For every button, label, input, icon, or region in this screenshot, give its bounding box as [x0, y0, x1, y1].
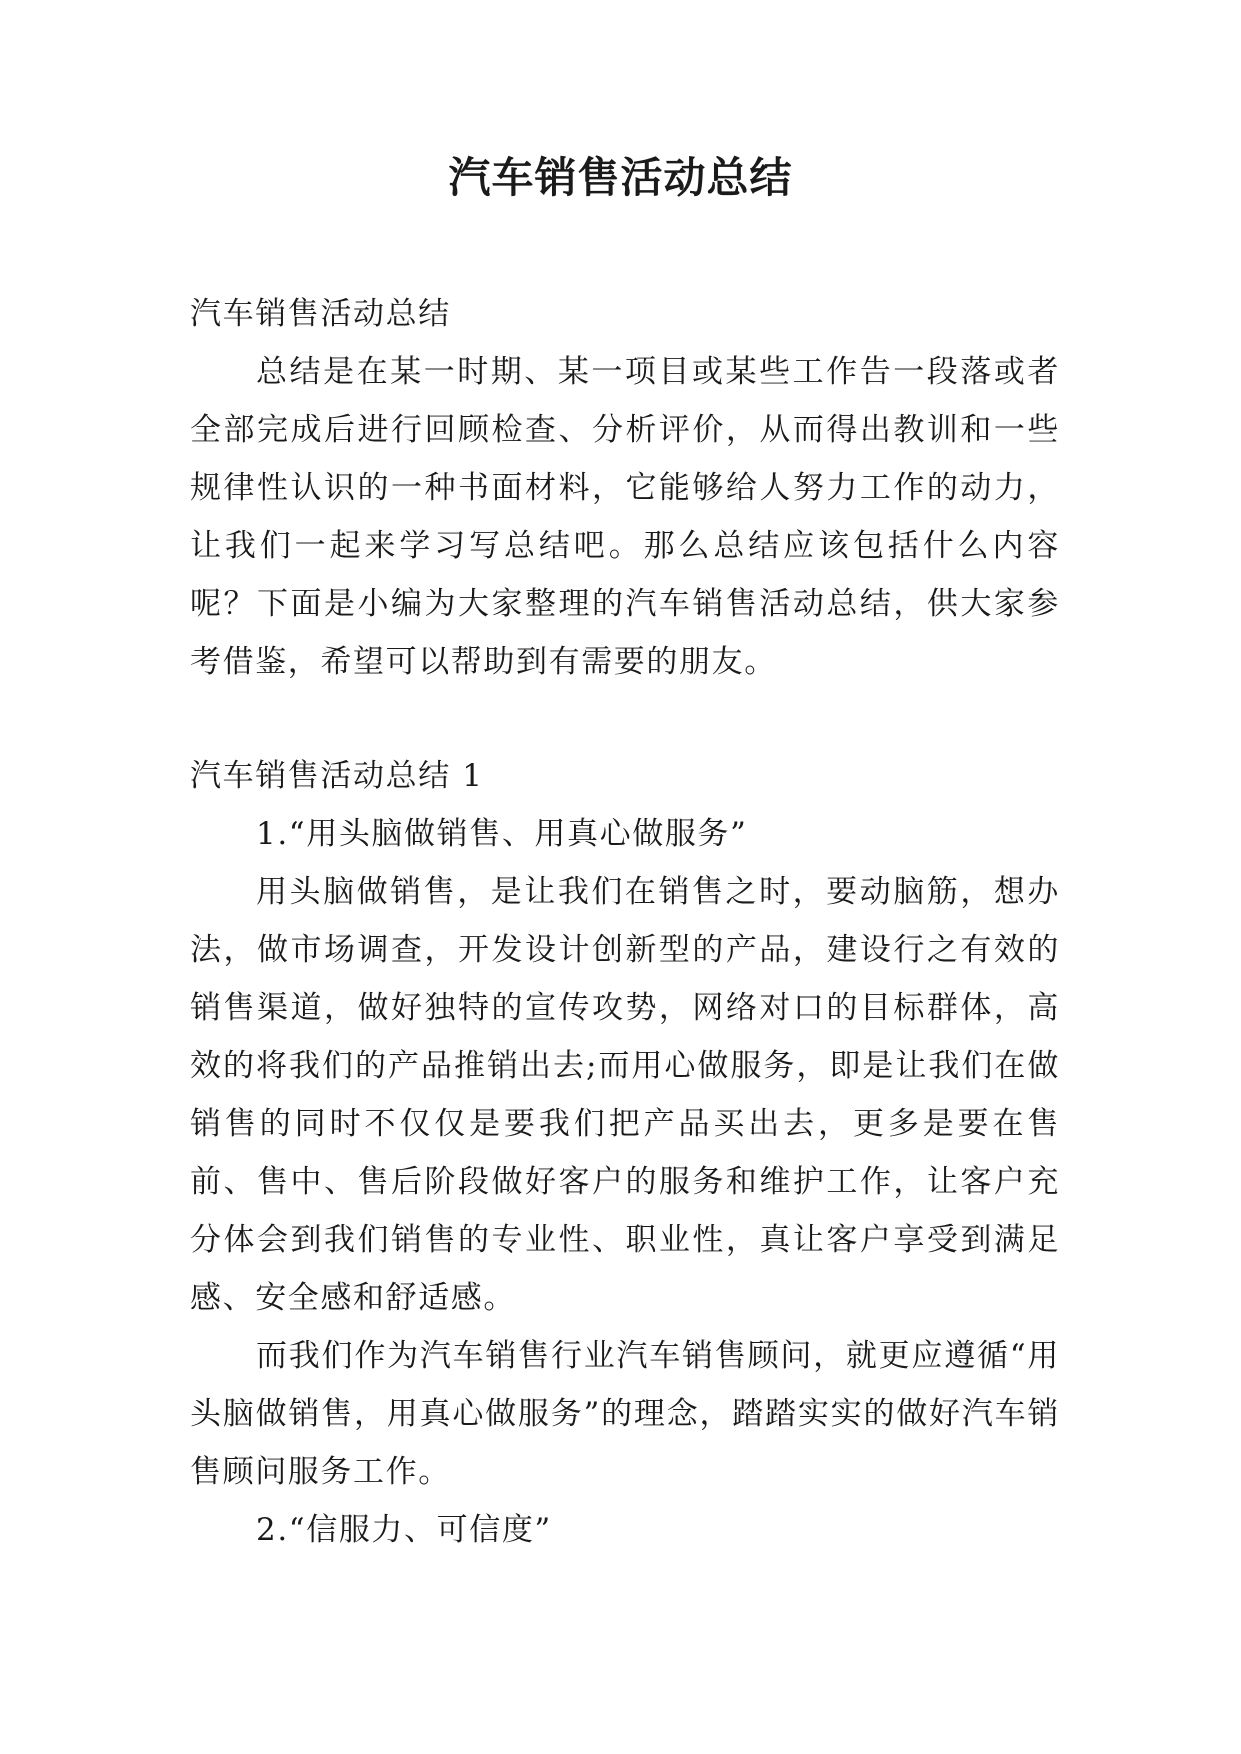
section-heading-1: 汽车销售活动总结 1 [190, 758, 484, 794]
body-paragraph-1: 用头脑做销售，是让我们在销售之时，要动脑筋，想办法，做市场调查，开发设计创新型的产品，建设行之有效的销售渠道，做好独特的宣传攻势，网络对口的目标群体，高效的将我们的产品推销出去;而用心做服务，即是让我们在做销售的同时不仅仅是要我们把产品买出去，更多是要在售前、售中、售后阶段做好客户的服务和维护工作，让客户充分体会到我们销售的专业性、职业性，真让客户享受到满足感、安全感和舒适感。 [190, 874, 1060, 1316]
body-paragraph-2: 而我们作为汽车销售行业汽车销售顾问，就更应遵循“用头脑做销售，用真心做服务”的理念，踏踏实实的做好汽车销售顾问服务工作。 [190, 1338, 1060, 1490]
point-heading-2: 2.“信服力、可信度” [256, 1512, 552, 1548]
document-body [190, 285, 1060, 1559]
point-heading-1: 1.“用头脑做销售、用真心做服务” [256, 816, 748, 852]
intro-heading: 汽车销售活动总结 [190, 296, 451, 332]
intro-paragraph: 总结是在某一时期、某一项目或某些工作告一段落或者全部完成后进行回顾检查、分析评价，从而得出教训和一些规律性认识的一种书面材料，它能够给人努力工作的动力，让我们一起来学习写总结吧。那么总结应该包括什么内容呢？下面是小编为大家整理的汽车销售活动总结，供大家参考借鉴，希望可以帮助到有需要的朋友。 [190, 354, 1060, 680]
section-spacer [190, 691, 1060, 747]
document-title: 汽车销售活动总结 [448, 153, 793, 202]
